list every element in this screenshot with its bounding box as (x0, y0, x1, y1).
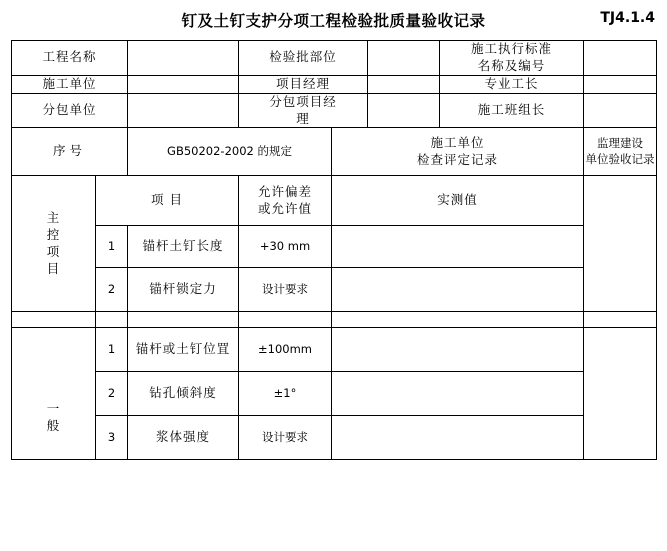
section-label-char-3: 项 (46, 243, 61, 259)
row-measured-grid[interactable] (332, 416, 584, 460)
spacer-cell (96, 312, 128, 328)
value-project-name[interactable] (128, 41, 239, 76)
row-measured-grid[interactable] (332, 328, 584, 372)
row-no: 2 (96, 268, 128, 312)
table-row (12, 268, 657, 312)
table-subheader (12, 176, 657, 226)
value-project-manager[interactable] (368, 75, 440, 93)
subheader-measured: 实测值 (332, 176, 584, 226)
section-label-char-1: 主 (46, 210, 61, 226)
spacer-cell (128, 312, 239, 328)
section-label-char-2: 控 (46, 227, 61, 242)
label-standard-name (440, 41, 584, 76)
section-label-general-char-2: 般 (46, 417, 61, 433)
subheader-tolerance-line2: 或允许值 (258, 200, 313, 216)
row-tolerance: ±100mm (239, 328, 332, 372)
label-contractor: 施工单位 (12, 75, 128, 93)
column-header-seq: 序号 (12, 128, 128, 176)
column-header-construction-line1: 施工单位 (430, 135, 485, 150)
row-no: 3 (96, 416, 128, 460)
section-label-char-4: 目 (46, 260, 61, 276)
section-spacer-row (12, 312, 657, 328)
inspection-form-table (11, 40, 657, 460)
label-team-leader: 施工班组长 (440, 93, 584, 128)
spacer-cell (332, 312, 584, 328)
table-row (12, 372, 657, 416)
page-title: 钉及土钉支护分项工程检验批质量验收记录 (181, 12, 486, 30)
table-column-header (12, 128, 657, 176)
label-project-name: 工程名称 (12, 41, 128, 76)
label-project-manager: 项目经理 (239, 75, 368, 93)
row-tolerance: 设计要求 (239, 416, 332, 460)
value-foreman[interactable] (584, 75, 657, 93)
value-standard-name[interactable] (584, 41, 657, 76)
label-subcontractor: 分包单位 (12, 93, 128, 128)
column-header-supervision-record (584, 128, 657, 176)
document-code: TJ4.1.4 (600, 10, 655, 26)
row-tolerance: 设计要求 (239, 268, 332, 312)
section-label-key-items (12, 176, 96, 312)
value-team-leader[interactable] (584, 93, 657, 128)
header-row-project (12, 41, 657, 76)
section-label-general-char-1: 一 (46, 401, 61, 416)
column-header-construction-record (332, 128, 584, 176)
column-header-standard: GB50202-2002 的规定 (128, 128, 332, 176)
spacer-cell (584, 312, 657, 328)
value-sub-project-manager[interactable] (368, 93, 440, 128)
label-sub-project-manager-line2: 理 (296, 110, 310, 126)
subheader-tolerance-line1: 允许偏差 (258, 184, 313, 199)
row-measured-grid[interactable] (332, 268, 584, 312)
row-item-name: 锚杆或土钉位罝 (128, 328, 239, 372)
label-standard-name-line1: 施工执行标准 (471, 41, 553, 56)
row-no: 2 (96, 372, 128, 416)
table-row (12, 328, 657, 372)
row-tolerance: +30 mm (239, 226, 332, 268)
table-row (12, 416, 657, 460)
column-header-supervision-line1: 监理建设 (597, 136, 644, 151)
label-inspection-part: 检验批部位 (239, 41, 368, 76)
value-inspection-part[interactable] (368, 41, 440, 76)
label-sub-project-manager (239, 93, 368, 128)
section-label-general (12, 328, 96, 460)
header-row-contractor (12, 75, 657, 93)
row-item-name: 浆体强度 (128, 416, 239, 460)
value-contractor[interactable] (128, 75, 239, 93)
row-tolerance: ±1° (239, 372, 332, 416)
spacer-section-label (12, 312, 96, 328)
label-sub-project-manager-line1: 分包项目经 (269, 93, 337, 109)
supervision-cell-key[interactable] (584, 176, 657, 312)
subheader-tolerance (239, 176, 332, 226)
supervision-cell-general[interactable] (584, 328, 657, 460)
label-standard-name-line2: 名称及编号 (477, 57, 546, 73)
title-row (0, 0, 667, 40)
header-row-subcontractor (12, 93, 657, 128)
row-no: 1 (96, 226, 128, 268)
value-subcontractor[interactable] (128, 93, 239, 128)
label-foreman: 专业工长 (440, 75, 584, 93)
spacer-cell (239, 312, 332, 328)
row-measured-grid[interactable] (332, 372, 584, 416)
row-measured-grid[interactable] (332, 226, 584, 268)
table-row (12, 226, 657, 268)
row-item-name: 锚杆锁定力 (128, 268, 239, 312)
row-item-name: 钻孔倾斜度 (128, 372, 239, 416)
row-no: 1 (96, 328, 128, 372)
column-header-supervision-line2: 单位验收记录 (585, 151, 655, 166)
row-item-name: 锚杆土钉长度 (128, 226, 239, 268)
subheader-item: 项 目 (96, 176, 239, 226)
column-header-construction-line2: 检查评定记录 (417, 151, 499, 167)
